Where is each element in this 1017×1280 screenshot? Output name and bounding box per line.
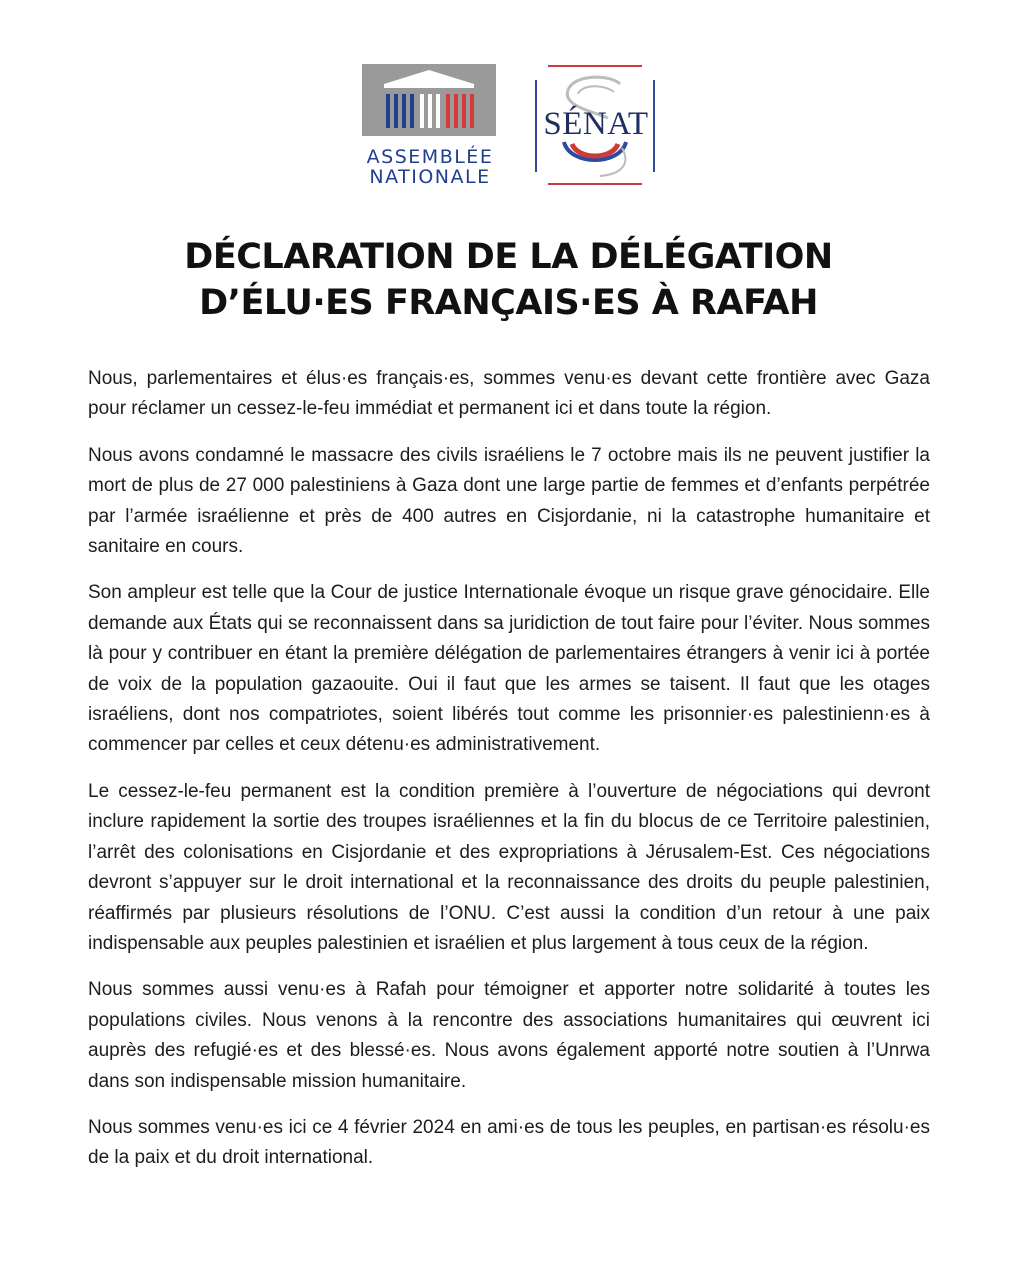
- title-line2: D’ÉLU·ES FRANÇAIS·ES À RAFAH: [199, 283, 818, 323]
- page-title: [0, 234, 1017, 326]
- paragraph-5: Nous sommes aussi venu·es à Rafah pour témoigner et apporter notre solidarité à toutes les populations civiles. Nous venons à la rencontre des associations humanitaires qui œuvrent ici auprès des refugié·es et des blessé·es. Nous avons également apporté notre soutien à l’Unrwa dans son indispensable mission humanitaire.: [88, 979, 930, 1092]
- title-line1: DÉCLARATION DE LA DÉLÉGATION: [184, 237, 833, 277]
- declaration-body: [88, 364, 930, 1190]
- paragraph-4: Le cessez-le-feu permanent est la condition première à l’ouverture de négociations qui devront inclure rapidement la sortie des troupes israéliennes et la fin du blocus de ce Territoire palestinien, l’arrêt des colonisations en Cisjordanie et des expropriations à Jérusalem-Est. Ces négociations devront s’appuyer sur le droit international et la reconnaissance des droits du peuple palestinien, réaffirmés par plusieurs résolutions de l’ONU. C’est aussi la condition d’un retour à une paix indispensable aux peuples palestinien et israélien et plus largement à tous ceux de la région.: [88, 780, 930, 954]
- assemblee-logo-line2: NATIONALE: [369, 166, 491, 188]
- paragraph-6: Nous sommes venu·es ici ce 4 février 2024 en ami·es de tous les peuples, en partisan·es résolu·es de la paix et du droit international.: [88, 1116, 930, 1169]
- assemblee-logo-line1: ASSEMBLÉE: [366, 146, 494, 168]
- senat-logo: [534, 62, 658, 188]
- assemblee-nationale-logo: [360, 64, 500, 190]
- paragraph-2: Nous avons condamné le massacre des civils israéliens le 7 octobre mais ils ne peuvent justifier la mort de plus de 27 000 palestiniens à Gaza dont une large partie de femmes et d’enfants perpétrée par l’armée israélienne et près de 400 autres en Cisjordanie, ni la catastrophe humanitaire et sanitaire en cours.: [88, 444, 930, 558]
- assemblee-nationale-building-icon: [362, 64, 496, 136]
- paragraph-3: Son ampleur est telle que la Cour de justice Internationale évoque un risque grave génocidaire. Elle demande aux États qui se reconnaissent dans sa juridiction de tout faire pour l’éviter. Nous sommes là pour y contribuer en étant la première délégation de parlementaires étrangers à venir ici à portée de voix de la population gazaouite. Oui il faut que les armes se taisent. Il faut que les otages israéliens, dont nos compatriotes, soient libérés tout comme les prisonnier·es palestinienn·es à commencer par celles et ceux détenu·es administrativement.: [88, 582, 930, 756]
- paragraph-1: Nous, parlementaires et élus·es français·es, sommes venu·es devant cette frontière avec Gaza pour réclamer un cessez-le-feu immédiat et permanent ici et dans toute la région.: [88, 368, 930, 420]
- logos-header: [0, 62, 1017, 192]
- senat-logo-word: SÉNAT: [543, 106, 649, 142]
